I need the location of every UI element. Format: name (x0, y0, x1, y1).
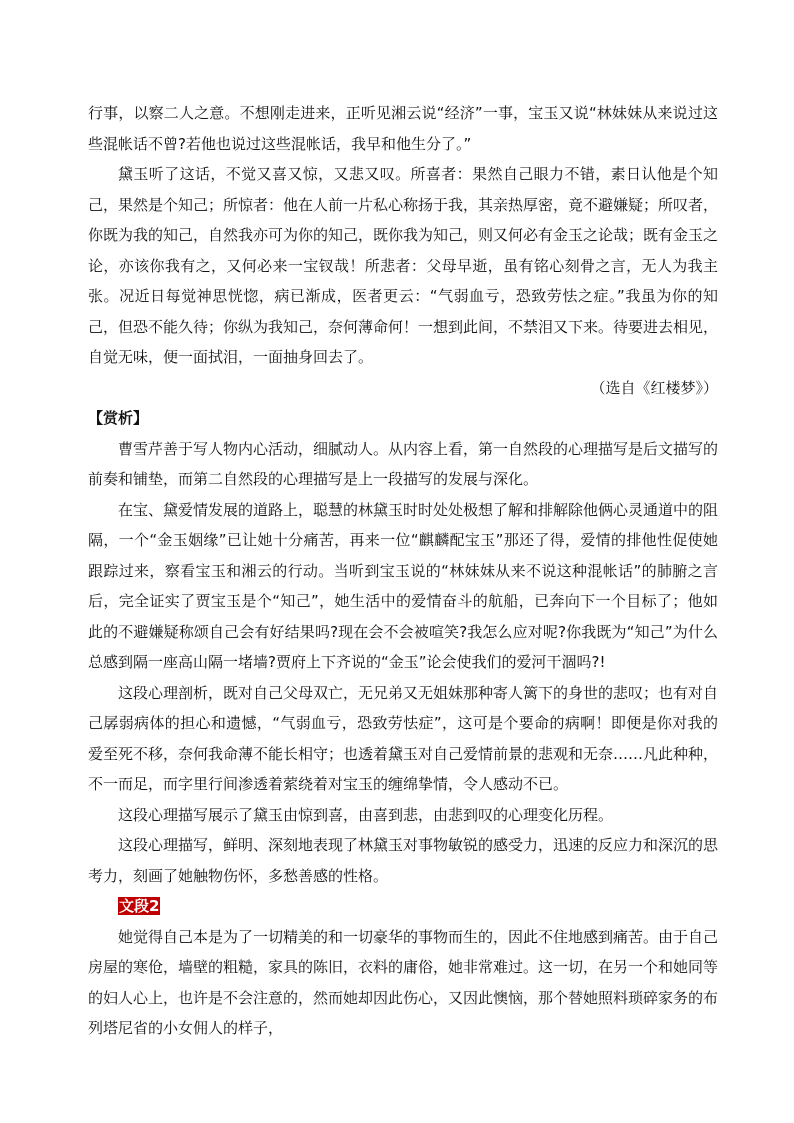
appreciation-heading: 【赏析】 (88, 409, 149, 427)
passage2-paragraph-1: 她觉得自己本是为了一切精美的和一切豪华的事物而生的，因此不住地感到痛苦。由于自己房屋的寒伧，墙壁的粗糙，家具的陈旧，衣料的庸俗，她非常难过。这一切，在另一个和她同等的妇人心上，也许是不会注意的，然而她却因此伤心，又因此懊恼，那个替她照料琐碎家务的布列塔尼省的小女佣人的样子， (88, 927, 719, 1037)
appreciation-paragraph-5: 这段心理描写，鲜明、深刻地表现了林黛玉对事物敏锐的感受力，迅速的反应力和深沉的思考力，刻画了她触物伤怀，多愁善感的性格。 (88, 836, 719, 885)
passage2-label: 文段2 (119, 897, 160, 915)
appreciation-paragraph-3: 这段心理剖析，既对自己父母双亡，无兄弟又无姐妹那种寄人篱下的身世的悲叹；也有对自己孱弱病体的担心和遗憾，“气弱血亏，恐致劳怯症”，这可是个要命的病啊！即便是你对我的爱至死不移，奈何我命薄不能长相守；也透着黛玉对自己爱情前景的悲观和无奈……凡此种种，不一而足，而字里行间渗透着萦绕着对宝玉的缠绵挚情，令人感动不已。 (88, 683, 719, 793)
appreciation-paragraph-1: 曹雪芹善于写人物内心活动，细腻动人。从内容上看，第一自然段的心理描写是后文描写的前奏和铺垫，而第二自然段的心理描写是上一段描写的发展与深化。 (88, 439, 719, 488)
appreciation-paragraph-4: 这段心理描写展示了黛玉由惊到喜，由喜到悲，由悲到叹的心理变化历程。 (118, 805, 614, 824)
appreciation-paragraph-2: 在宝、黛爱情发展的道路上，聪慧的林黛玉时时处处极想了解和排解除他俩心灵通道中的阻隔，一个“金玉姻缘”已让她十分痛苦，再来一位“麒麟配宝玉”那还了得，爱情的排他性促使她跟踪过来，察看宝玉和湘云的行动。当听到宝玉说的“林妹妹从来不说这种混帐话”的肺腑之言后，完全证实了贾宝玉是个“知己”，她生活中的爱情奋斗的航船，已奔向下一个目标了；他如此的不避嫌疑称颂自己会有好结果吗?现在会不会被喧笑?我怎么应对呢?你我既为“知己”为什么总感到隔一座高山隔一堵墙?贾府上下齐说的“金玉”论会使我们的爱河干涸吗?! (88, 500, 719, 671)
passage1-paragraph-1: 行事，以察二人之意。不想刚走进来，正听见湘云说“经济”一事，宝玉又说“林妹妹从来说过这些混帐话不曾?若他也说过这些混帐话，我早和他生分了。” (88, 104, 718, 153)
passage1-paragraph-2: 黛玉听了这话，不觉又喜又惊，又悲又叹。所喜者：果然自己眼力不错，素日认他是个知己，果然是个知己；所惊者：他在人前一片私心称扬于我，其亲热厚密，竟不避嫌疑；所叹者，你既为我的知己，自然我亦可为你的知己，既你我为知己，则又何必有金玉之论哉；既有金玉之论，亦该你我有之，又何必来一宝钗哉！所悲者：父母早逝，虽有铭心刻骨之言，无人为我主张。况近日每觉神思恍惚，病已渐成，医者更云：“气弱血亏，恐致劳怯之症。”我虽为你的知己，但恐不能久待；你纵为我知己，奈何薄命何！一想到此间，不禁泪又下来。待要进去相见，自觉无味，便一面拭泪，一面抽身回去了。 (88, 165, 719, 366)
passage2-label-line (88, 891, 718, 922)
document-page (88, 98, 718, 1044)
source-citation: （选自《红楼梦》） (590, 378, 718, 397)
